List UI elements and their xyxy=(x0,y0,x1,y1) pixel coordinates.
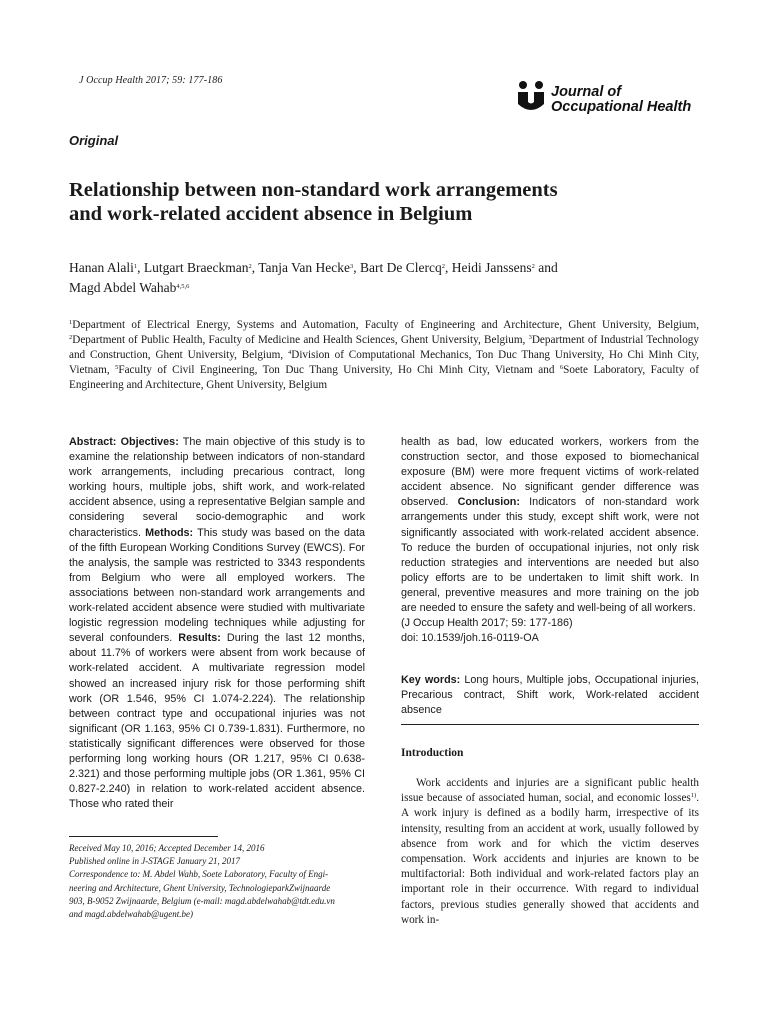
affiliation: Department of Electrical Energy, Systems and Automation, Faculty of Engineering and Architecture, Ghent University, Belgium, xyxy=(72,319,699,331)
affiliations xyxy=(69,318,699,393)
results-label: Results: xyxy=(178,632,221,645)
abstract-citation: (J Occup Health 2017; 59: 177-186) xyxy=(401,617,573,630)
journal-name-line1: Journal of xyxy=(551,84,622,100)
affil-mark: 1 xyxy=(69,319,73,326)
author: Magd Abdel Wahab xyxy=(69,280,177,295)
author-affil-mark: 2 xyxy=(531,263,535,270)
conclusion-text: Indicators of non-standard work arrangements under this study, except shift work, were not significantly associated with work-related accident absence. To reduce the burden of occupational injuries, not only risk reduction strategies and interventions are needed but also policy efforts are to be undertaken to limit shift work. In general, preventive measures and more training on the job are needed to ensure the safety and well-being of all workers. xyxy=(401,496,699,615)
abstract-left xyxy=(69,435,365,812)
objectives-text: The main objective of this study is to examine the relationship between indicators of non-standard work arrangements, including precarious contract, long working hours, multiple jobs, shift work, and work-related accident absence, using a representative Belgian sample and considering several socio-demographic and work characteristics. xyxy=(69,436,365,539)
author-list: Hanan Alali$^1$, Lutgart Braeckman$^2$, Tanja Van Hecke$^3$, Bart De Clercq$^2$, Heidi Janssens$^2$ and Magd Abdel Wahab$^{4,5,6}$ xyxy=(69,260,558,295)
paragraph-text: . A work injury is defined as a bodily harm, irrespective of its intensity, resulting from an accident at work, usually followed by absence from work and for which the victim deserves compensation. Work accidents and injuries are known to be multifactorial: Both individual and work-related factors play an important role in their occurrence. With regard to individual factors, previous studies generally showed that accidents and work in- xyxy=(401,792,699,926)
affiliation: Department of Public Health, Faculty of Medicine and Health Sciences, Ghent University, Belgium, xyxy=(72,334,529,347)
footnote-correspondence: neering and Architecture, Ghent University, TechnologieparkZwijnaarde xyxy=(69,882,331,893)
affiliation: Soete Laboratory, Faculty of Engineering and Architecture, Ghent University, Belgium xyxy=(69,364,699,392)
footnote-divider xyxy=(69,836,218,837)
methods-text: This study was based on the data of the fifth European Working Conditions Survey (EWCS). For the analysis, the sample was restricted to 3343 respondents from Belgium who were all employed workers. The associations between non-standard work arrangements and work-related accident absence were studied with multivariate logistic regression modeling techniques while adjusting for several confounders. xyxy=(69,526,366,645)
footnote-correspondence: 903, B-9052 Zwijnaarde, Belgium (e-mail: magd.abdelwahab@tdt.edu.vn xyxy=(69,895,335,906)
title-line-1: Relationship between non-standard work arrangements xyxy=(69,179,558,201)
author: Heidi Janssens xyxy=(451,260,532,275)
footnote-correspondence: Correspondence to: M. Abdel Wahb, Soete Laboratory, Faculty of Engi- xyxy=(69,869,329,880)
reference-mark: 1) xyxy=(690,792,697,800)
journal-logo xyxy=(517,80,707,120)
article-title xyxy=(69,178,709,226)
results-text: During the last 12 months, about 11.7% of workers were absent from work because of work-related accident. A multivariate regression model showed an increased injury risk for those performing shift work (OR 1.546, 95% CI 1.074-2.224). The relationship between contract type and occupational injuries was not significant (OR 1.163, 95% CI 0.739-1.831). Furthermore, no statistically significant differences were observed for those performing long working hours (OR 1.217, 95% CI 0.638-2.321) and those performing multiple jobs (OR 1.361, 95% CI 0.827-2.240) in relation to work-related accident absence. Those who rated their xyxy=(69,632,365,811)
footnote-published: Published online in J-STAGE January 21, 2017 xyxy=(69,856,241,867)
article-type: Original xyxy=(69,133,119,148)
author: Lutgart Braeckman xyxy=(143,260,249,275)
keywords-text: Long hours, Multiple jobs, Occupational injuries, Precarious contract, Shift work, Work-related accident absence xyxy=(401,674,699,717)
results-text-cont: health as bad, low educated workers, workers from the construction sector, and those exposed to biomechanical exposure (BM) were more frequent victims of work-related accident absence. No significant gender difference was observed. xyxy=(401,436,699,509)
author-conjunction: and xyxy=(534,260,558,275)
affil-mark: 4 xyxy=(287,349,292,357)
introduction-body xyxy=(401,776,699,928)
footnote-received: Received May 10, 2016; Accepted December 14, 2016 xyxy=(69,843,265,853)
paragraph-text: Work accidents and injuries are a significant public health issue because of associated human, social, and economic losses xyxy=(401,777,699,805)
keywords-label: Key words: xyxy=(401,674,461,686)
title-line-2: and work-related accident absence in Belgium xyxy=(69,203,473,225)
keywords xyxy=(401,673,699,718)
footnotes xyxy=(69,842,369,921)
author-affil-mark: 2 xyxy=(441,263,445,270)
objectives-label: Objectives: xyxy=(120,436,179,448)
section-divider xyxy=(401,724,699,725)
author: Tanja Van Hecke xyxy=(258,260,350,275)
methods-label: Methods: xyxy=(145,526,194,539)
abstract-label: Abstract: xyxy=(69,436,117,448)
affiliation: Division of Computational Mechanics, Ton Duc Thang University, Ho Chi Minh City, Vietnam, xyxy=(69,349,699,377)
affiliation: Department of Industrial Technology and Construction, Ghent University, Belgium, xyxy=(69,334,699,362)
affil-mark: 6 xyxy=(559,364,564,372)
footnote-correspondence: and magd.abdelwahab@ugent.be) xyxy=(69,909,194,920)
journal-name-line2: Occupational Health xyxy=(551,99,692,115)
author-affil-mark: 1 xyxy=(133,263,138,270)
author-affil-mark: 3 xyxy=(349,263,354,270)
affil-mark: 5 xyxy=(115,364,119,372)
abstract-right xyxy=(401,435,699,646)
author: Hanan Alali xyxy=(69,260,134,275)
doi: doi: 10.1539/joh.16-0119-OA xyxy=(401,632,539,645)
joh-logo-icon xyxy=(517,80,549,114)
paragraph xyxy=(401,776,699,928)
affil-mark: 2 xyxy=(69,334,73,342)
author-affil-mark: 4,5,6 xyxy=(176,283,190,290)
author: Bart De Clercq xyxy=(359,260,442,275)
section-heading: Introduction xyxy=(401,747,464,759)
affiliation: Faculty of Civil Engineering, Ton Duc Thang University, Ho Chi Minh City, Vietnam and xyxy=(118,364,560,377)
journal-citation: J Occup Health 2017; 59: 177-186 xyxy=(79,75,223,86)
conclusion-label: Conclusion: xyxy=(457,496,520,509)
affil-mark: 3 xyxy=(528,334,532,342)
author-affil-mark: 2 xyxy=(248,263,252,270)
